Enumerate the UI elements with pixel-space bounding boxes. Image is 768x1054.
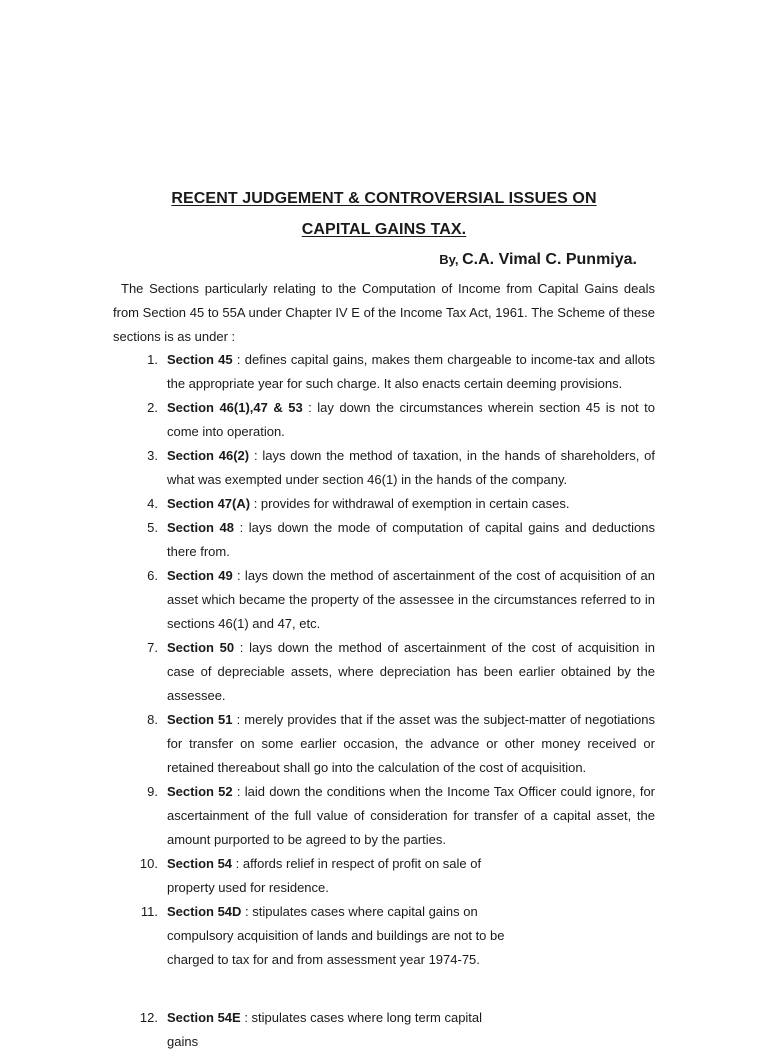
section-description: : defines capital gains, makes them chargeable to income-tax and allots the appropriate year for such charge. It also enacts certain deeming provisions. <box>167 352 655 391</box>
list-item-number: 10. <box>139 856 158 871</box>
list-item-number: 1. <box>147 352 158 367</box>
section-description: : provides for withdrawal of exemption in certain cases. <box>250 496 570 511</box>
section-description: : lays down the method of ascertainment of the cost of acquisition in case of depreciable assets, where depreciation has been earlier obtained by the assessee. <box>167 640 655 703</box>
list-item-number: 7. <box>147 640 158 655</box>
section-list <box>113 348 655 972</box>
list-item-number: 3. <box>147 448 158 463</box>
section-name: Section 54E <box>167 1010 241 1025</box>
list-item-body <box>158 900 512 972</box>
section-name: Section 45 <box>167 352 233 367</box>
section-name: Section 51 <box>167 712 233 727</box>
list-item-body <box>158 708 655 780</box>
list-item <box>113 564 655 636</box>
list-item-body <box>158 636 655 708</box>
document-title-line-2: CAPITAL GAINS TAX. <box>301 221 467 238</box>
list-item <box>113 516 655 564</box>
list-item <box>113 444 655 492</box>
list-item-number: 6. <box>147 568 158 583</box>
list-item-body <box>158 348 655 396</box>
list-item-body <box>158 852 512 900</box>
list-item-number: 8. <box>147 712 158 727</box>
section-description: : merely provides that if the asset was the subject-matter of negotiations for transfer on some earlier occasion, the advance or other money received or retained thereabout shall go into the calculation of the cost of acquisition. <box>167 712 655 775</box>
section-name: Section 46(1),47 & 53 <box>167 400 303 415</box>
list-item <box>113 708 655 780</box>
section-name: Section 52 <box>167 784 233 799</box>
list-item-body <box>158 444 655 492</box>
section-description: : lays down the mode of computation of capital gains and deductions there from. <box>167 520 655 559</box>
list-item <box>113 780 655 852</box>
section-description: : lays down the method of taxation, in the hands of shareholders, of what was exempted under section 46(1) in the hands of the company. <box>167 448 655 487</box>
list-item-body <box>158 492 655 516</box>
list-item-body <box>158 396 655 444</box>
list-item <box>113 852 655 900</box>
byline-author: C.A. Vimal C. Punmiya. <box>462 251 637 268</box>
document-title-line-1: RECENT JUDGEMENT & CONTROVERSIAL ISSUES ON <box>171 190 597 207</box>
section-name: Section 48 <box>167 520 234 535</box>
list-item-number: 9. <box>147 784 158 799</box>
list-item-body <box>158 780 655 852</box>
intro-paragraph: The Sections particularly relating to the Computation of Income from Capital Gains deals from Section 45 to 55A under Chapter IV E of the Income Tax Act, 1961. The Scheme of these sections is as under : <box>113 281 655 344</box>
list-item-number: 11. <box>140 904 158 919</box>
list-item-body <box>158 564 655 636</box>
list-item-body <box>158 1006 512 1054</box>
list-item <box>113 492 655 516</box>
section-description: : laid down the conditions when the Income Tax Officer could ignore, for ascertainment of the full value of consideration for transfer of a capital asset, the amount purported to be agreed to by the parties. <box>167 784 656 847</box>
list-item-number: 4. <box>147 496 158 511</box>
byline-prefix: By, <box>439 252 463 267</box>
list-item <box>113 1006 655 1054</box>
section-name: Section 49 <box>167 568 233 583</box>
list-item <box>113 396 655 444</box>
section-name: Section 54D <box>167 904 242 919</box>
list-item-number: 12. <box>139 1010 158 1025</box>
section-description: : affords relief in respect of profit on sale of property used for residence. <box>167 856 482 895</box>
section-name: Section 47(A) <box>167 496 251 511</box>
list-item-body <box>158 516 655 564</box>
section-name: Section 54 <box>167 856 233 871</box>
section-name: Section 46(2) <box>167 448 250 463</box>
section-name: Section 50 <box>167 640 235 655</box>
clipped-list-item-container <box>113 1010 655 1049</box>
list-item-number: 5. <box>147 520 158 535</box>
section-description: : stipulates cases where capital gains on compulsory acquisition of lands and buildings are not to be charged to tax for and from assessment year 1974-75. <box>167 904 505 967</box>
list-item <box>113 348 655 396</box>
list-item <box>113 900 655 972</box>
list-item-number: 2. <box>147 400 158 415</box>
list-item <box>113 636 655 708</box>
section-description: : lay down the circumstances wherein section 45 is not to come into operation. <box>167 400 655 439</box>
section-description: : lays down the method of ascertainment of the cost of acquisition of an asset which became the property of the assessee in the circumstances referred to in sections 46(1) and 47, etc. <box>167 568 655 631</box>
byline <box>439 251 637 269</box>
section-description: : stipulates cases where long term capital gains <box>167 1010 483 1049</box>
